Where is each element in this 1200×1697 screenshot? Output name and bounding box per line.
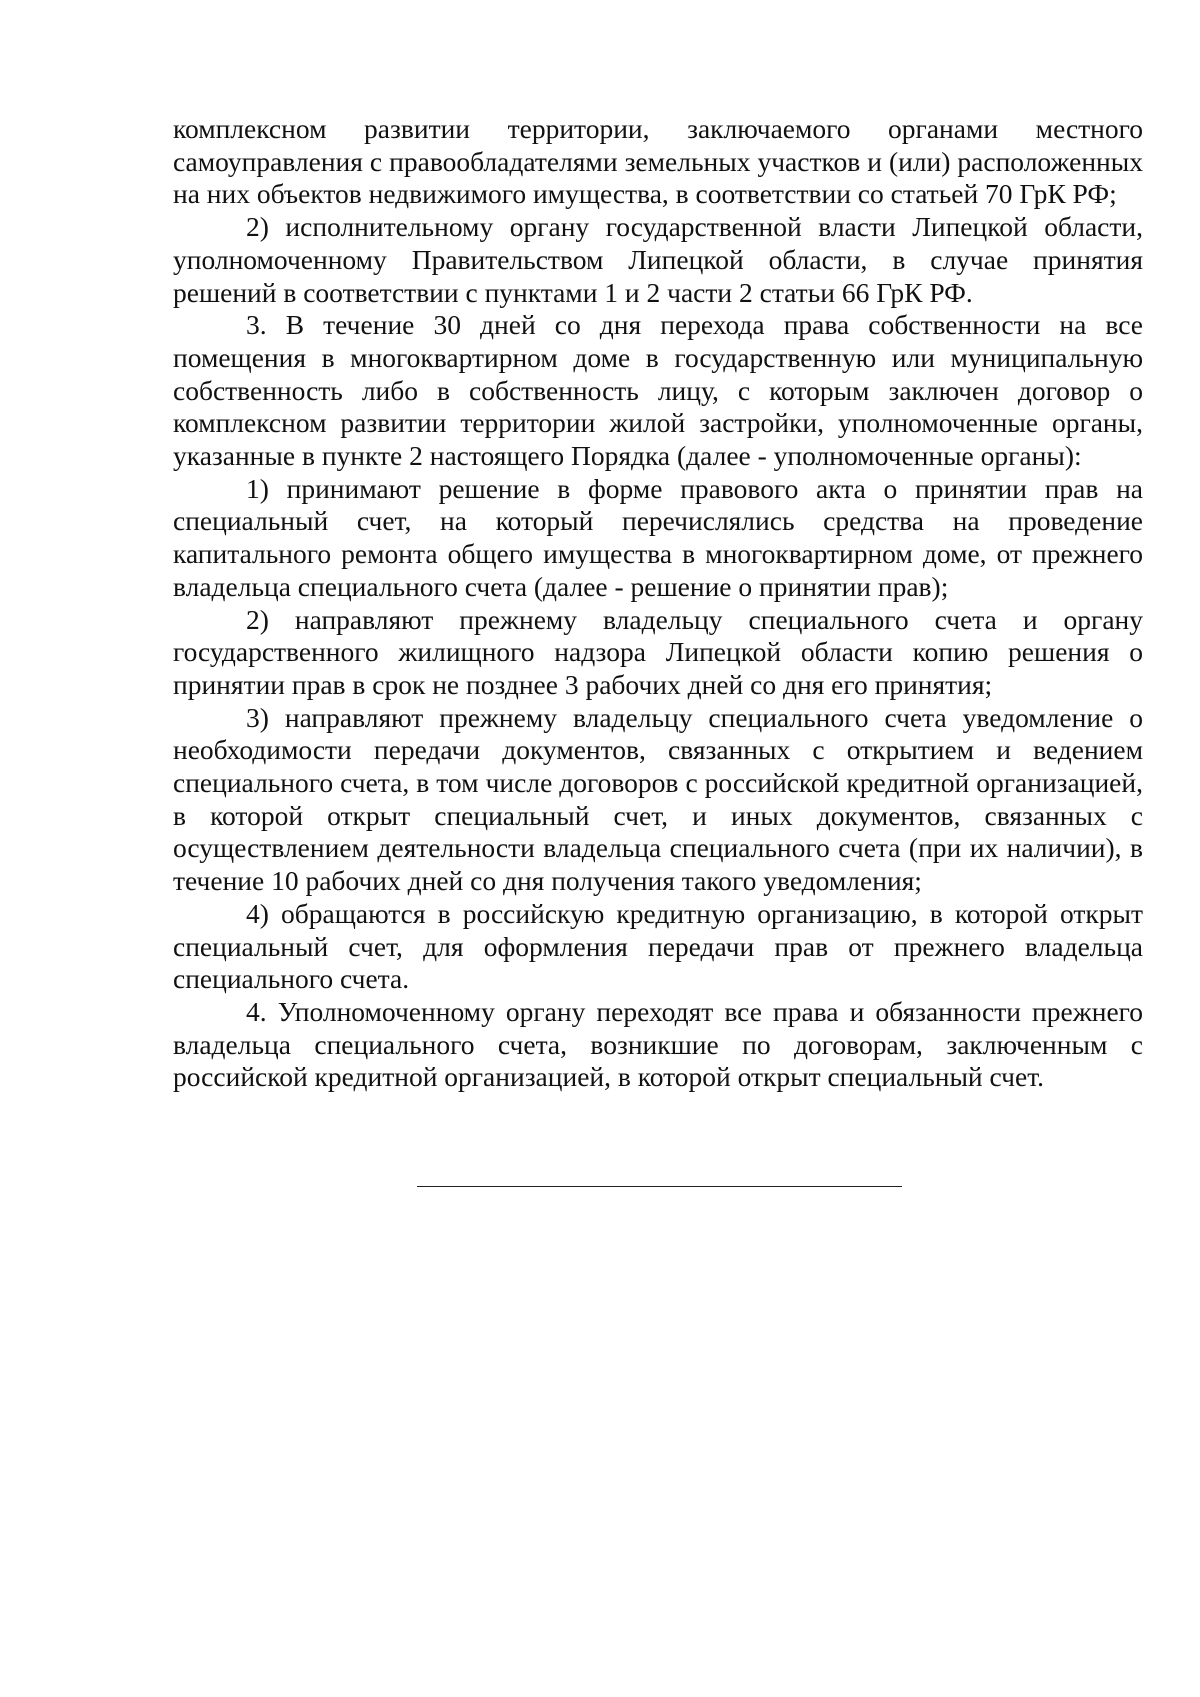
paragraph-subitem-4: 4) обращаются в российскую кредитную организацию, в которой открыт специальный счет, для оформления передачи прав от прежнего владельца специального счета. (173, 897, 1143, 995)
paragraph-item-2: 2) исполнительному органу государственной власти Липецкой области, уполномоченному Правительством Липецкой области, в случае принятия решений в соответствии с пунктами 1 и 2 части 2 статьи 66 ГрК РФ. (173, 211, 1143, 308)
paragraph-section-3: 3. В течение 30 дней со дня перехода права собственности на все помещения в многоквартирном доме в государственную или муниципальную собственность либо в собственность лицу, с которым заключен договор о комплексном развитии территории жилой застройки, уполномоченные органы, указанные в пункте 2 настоящего Порядка (далее - уполномоченные органы): (173, 309, 1143, 472)
paragraph-subitem-3: 3) направляют прежнему владельцу специального счета уведомление о необходимости передачи документов, связанных с открытием и ведением специального счета, в том числе договоров с российской кредитной организацией, в которой открыт специальный счет, и иных документов, связанных с осуществлением деятельности владельца специального счета (при их наличии), в течение 10 рабочих дней со дня получения такого уведомления; (173, 701, 1143, 897)
paragraph-subitem-2: 2) направляют прежнему владельцу специального счета и органу государственного жилищного надзора Липецкой области копию решения о принятии прав в срок не позднее 3 рабочих дней со дня его принятия; (173, 603, 1143, 700)
document-body (173, 113, 1143, 1094)
paragraph-subitem-1: 1) принимают решение в форме правового акта о принятии прав на специальный счет, на который перечислялись средства на проведение капитального ремонта общего имущества в многоквартирном доме, от прежнего владельца специального счета (далее - решение о принятии прав); (173, 472, 1143, 602)
paragraph-continuation: комплексном развитии территории, заключаемого органами местного самоуправления с правообладателями земельных участков и (или) расположенных на них объектов недвижимого имущества, в соответствии со статьей 70 ГрК РФ; (173, 113, 1143, 210)
paragraph-section-4: 4. Уполномоченному органу переходят все права и обязанности прежнего владельца специального счета, возникшие по договорам, заключенным с российской кредитной организацией, в которой открыт специальный счет. (173, 995, 1143, 1093)
end-of-document-rule (417, 1186, 902, 1187)
